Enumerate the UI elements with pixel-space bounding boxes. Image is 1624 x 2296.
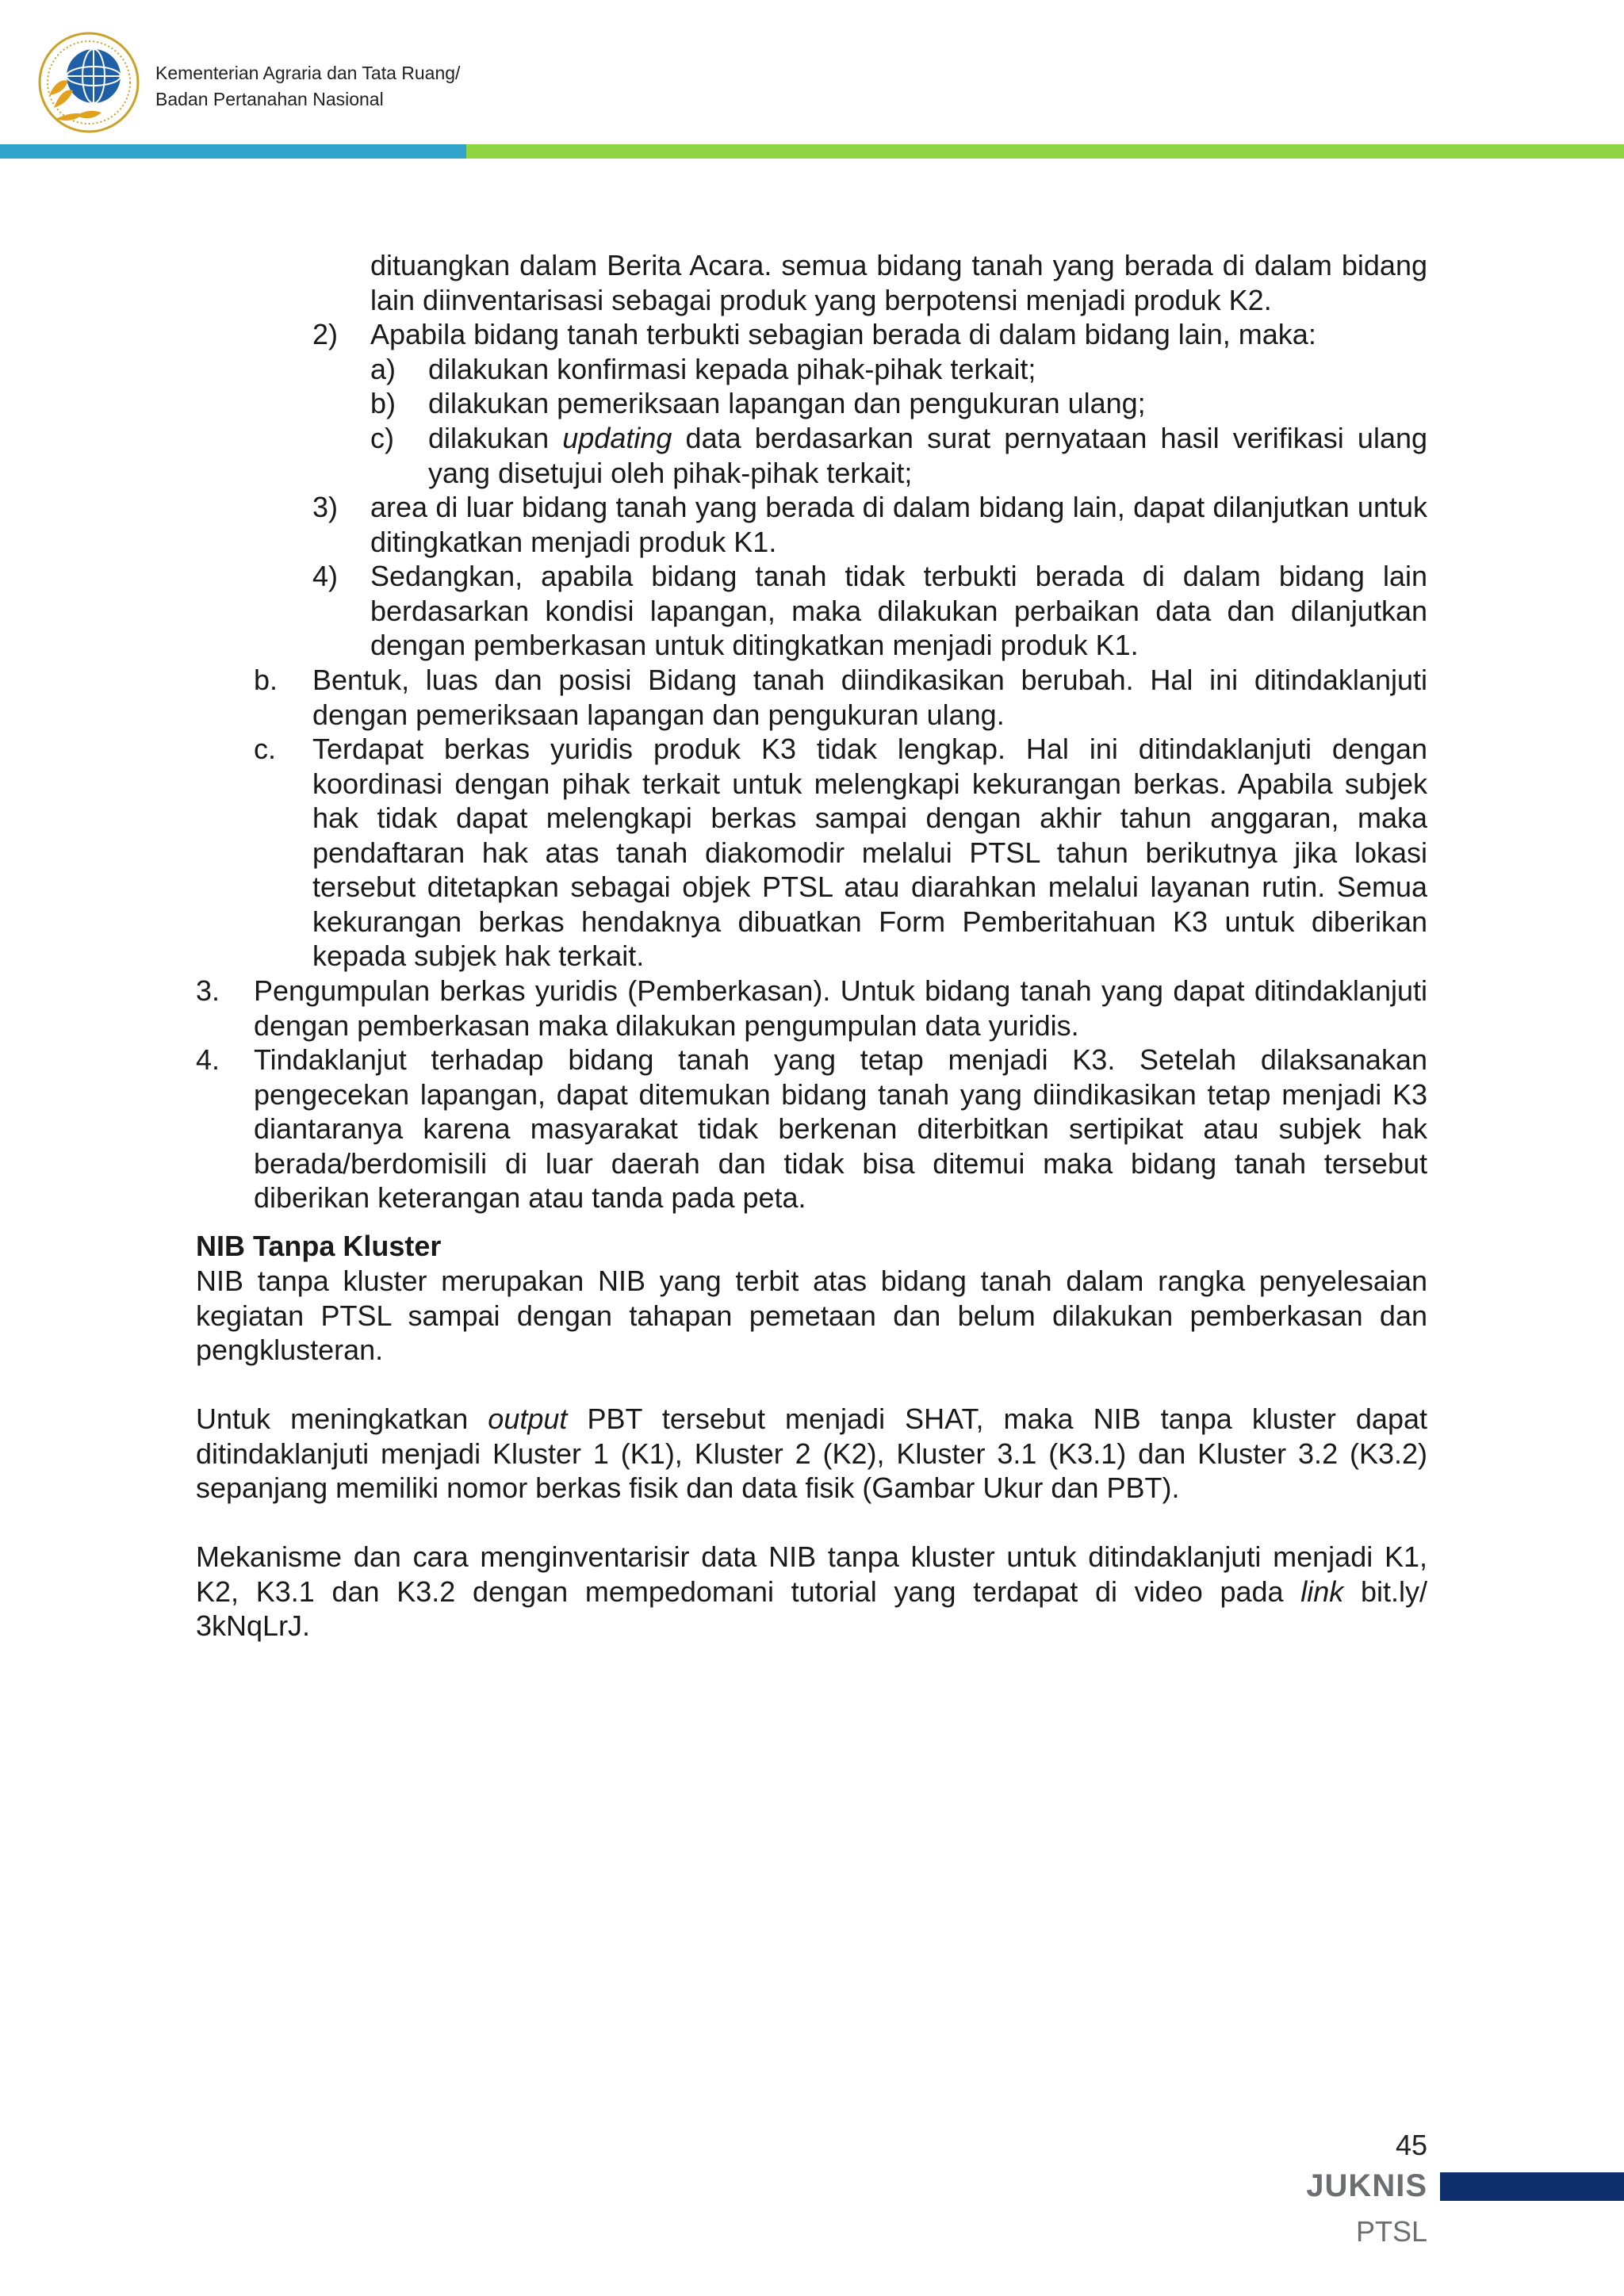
list-item-text: area di luar bidang tanah yang berada di dalam bidang lain, dapat dilanjutkan untuk ditingkatkan menjadi produk K1. bbox=[370, 491, 1427, 558]
text-run: PBT tersebut menjadi SHAT, maka NIB tanpa kluster dapat ditindaklanjuti menjadi Kluster 1 (K1), Kluster 2 (K2), Kluster 3.1 (K3.1) dan Kluster 3.2 (K3.2) sepanjang memiliki nomor berkas fisik dan data fisik (Gambar Ukur dan PBT). bbox=[196, 1402, 1427, 1504]
list-item-text: Sedangkan, apabila bidang tanah tidak terbukti berada di dalam bidang lain berdasarkan kondisi lapangan, maka dilakukan perbaikan data dan dilanjutkan dengan pemberkasan untuk ditingkatkan menjadi produk K1. bbox=[370, 560, 1427, 661]
footer-juknis-label: JUKNIS bbox=[1306, 2168, 1427, 2203]
bpn-emblem-icon bbox=[38, 32, 140, 133]
list-marker: 3. bbox=[196, 974, 220, 1007]
body-paragraph bbox=[196, 1402, 1427, 1506]
sublist-marker: a) bbox=[370, 353, 396, 385]
list-item-text: Tindaklanjut terhadap bidang tanah yang tetap menjadi K3. Setelah dilaksanakan pengecekan lapangan, dapat ditemukan bidang tanah yang diindikasikan tetap menjadi K3 diantaranya karena masyarakat tidak berkenan diterbitkan sertipikat atau subjek hak berada/berdomisili di luar daerah dan tidak bisa ditemui maka bidang tanah tersebut diberikan keterangan atau tanda pada peta. bbox=[254, 1043, 1427, 1214]
sublist-item-text: dilakukan konfirmasi kepada pihak-pihak terkait; bbox=[428, 353, 1036, 385]
footer-navy-bar bbox=[1440, 2172, 1624, 2201]
list-item-text: Pengumpulan berkas yuridis (Pemberkasan). Untuk bidang tanah yang dapat ditindaklanjuti dengan pemberkasan maka dilakukan pengumpulan data yuridis. bbox=[254, 974, 1427, 1042]
page-number: 45 bbox=[1395, 2129, 1427, 2161]
sublist-item-text: dilakukan pemeriksaan lapangan dan pengukuran ulang; bbox=[428, 387, 1146, 419]
text-run: Mekanisme dan cara menginventarisir data NIB tanpa kluster untuk ditindaklanjuti menjadi K1, K2, K3.1 dan K3.2 dengan mempedomani tutorial yang terdapat di video pada bbox=[196, 1540, 1427, 1608]
header-bar-blue bbox=[0, 144, 466, 159]
italic-term: link bbox=[1300, 1575, 1344, 1608]
italic-term: updating bbox=[562, 422, 672, 454]
agency-line-1: Kementerian Agraria dan Tata Ruang/ bbox=[155, 63, 461, 83]
text-run: data berdasarkan surat pernyataan hasil verifikasi ulang yang disetujui oleh pihak-pihak terkait; bbox=[428, 422, 1428, 489]
continuation-paragraph: dituangkan dalam Berita Acara. semua bidang tanah yang berada di dalam bidang lain diinventarisasi sebagai produk yang berpotensi menjadi produk K2. bbox=[370, 249, 1427, 316]
list-marker: 3) bbox=[312, 491, 339, 523]
list-item-text: Bentuk, luas dan posisi Bidang tanah diindikasikan berubah. Hal ini ditindaklanjuti dengan pemeriksaan lapangan dan pengukuran ulang. bbox=[312, 664, 1427, 731]
sublist-marker: c) bbox=[370, 422, 394, 454]
list-marker: 4) bbox=[312, 560, 339, 592]
body-paragraph bbox=[196, 1540, 1427, 1644]
text-run: dilakukan bbox=[428, 422, 563, 454]
italic-term: output bbox=[488, 1402, 568, 1435]
sublist-marker: b) bbox=[370, 387, 396, 419]
agency-line-2: Badan Pertanahan Nasional bbox=[155, 89, 384, 109]
sublist-item-text bbox=[428, 421, 1427, 490]
list-marker: 2) bbox=[312, 318, 339, 350]
list-marker: b. bbox=[254, 664, 278, 696]
text-run: Untuk meningkatkan bbox=[196, 1402, 488, 1435]
list-marker: c. bbox=[254, 733, 277, 765]
section-heading: NIB Tanpa Kluster bbox=[196, 1230, 442, 1262]
page-header bbox=[0, 0, 1624, 159]
footer-ptsl-label: PTSL bbox=[1355, 2215, 1427, 2248]
list-item-text: Apabila bidang tanah terbukti sebagian berada di dalam bidang lain, maka: bbox=[370, 318, 1316, 350]
header-bar-green bbox=[466, 144, 1624, 159]
link-text: bit.ly/ 3kNqLrJ. bbox=[196, 1575, 1427, 1642]
agency-name bbox=[155, 60, 460, 113]
list-marker: 4. bbox=[196, 1043, 220, 1076]
body-paragraph: NIB tanpa kluster merupakan NIB yang terbit atas bidang tanah dalam rangka penyelesaian kegiatan PTSL sampai dengan tahapan pemetaan dan belum dilakukan pemberkasan dan pengklusteran. bbox=[196, 1265, 1427, 1366]
list-item-text: Terdapat berkas yuridis produk K3 tidak lengkap. Hal ini ditindaklanjuti dengan koordinasi dengan pihak terkait untuk melengkapi kekurangan berkas. Apabila subjek hak tidak dapat melengkapi berkas sampai dengan akhir tahun anggaran, maka pendaftaran hak atas tanah diakomodir melalui PTSL tahun berikutnya jika lokasi tersebut ditetapkan sebagai objek PTSL atau diarahkan melalui layanan rutin. Semua kekurangan berkas hendaknya dibuatkan Form Pemberitahuan K3 untuk diberikan kepada subjek hak terkait. bbox=[312, 733, 1427, 972]
